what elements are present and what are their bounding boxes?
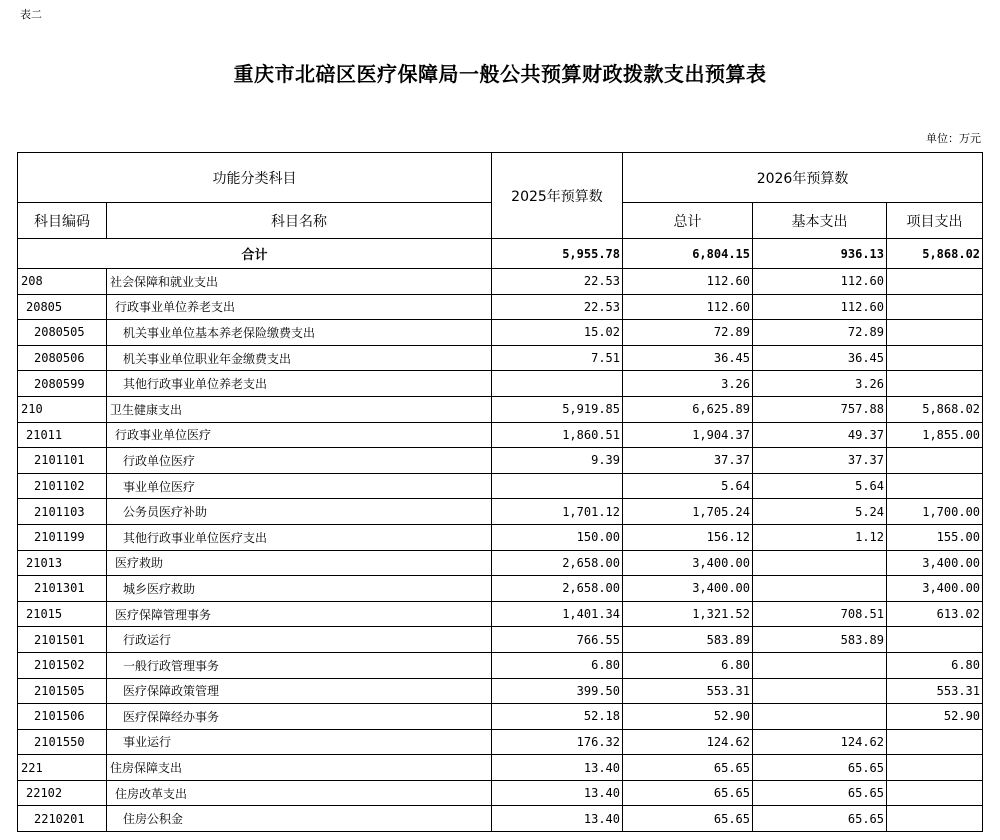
table-row [18, 294, 983, 320]
header-budget-2025: 2025年预算数 [492, 153, 623, 239]
budget-2026-total-cell: 65.65 [623, 780, 753, 806]
budget-2026-project-cell [887, 780, 983, 806]
budget-2026-project-cell [887, 320, 983, 346]
budget-2026-project-cell [887, 473, 983, 499]
budget-2025-cell: 150.00 [492, 524, 623, 550]
budget-2026-total-cell: 65.65 [623, 755, 753, 781]
budget-2026-total-cell: 3,400.00 [623, 550, 753, 576]
budget-2026-basic-cell: 583.89 [753, 627, 887, 653]
header-total: 总计 [623, 203, 753, 239]
budget-2025-cell: 1,860.51 [492, 422, 623, 448]
table-row [18, 550, 983, 576]
budget-2026-project-cell: 613.02 [887, 601, 983, 627]
name-cell: 社会保障和就业支出 [107, 269, 492, 295]
budget-2026-project-cell: 1,855.00 [887, 422, 983, 448]
budget-2026-project-cell [887, 755, 983, 781]
code-cell: 2101501 [18, 627, 107, 653]
name-cell: 一般行政管理事务 [107, 652, 492, 678]
budget-2026-project-cell: 3,400.00 [887, 550, 983, 576]
budget-2026-project-cell: 5,868.02 [887, 396, 983, 422]
code-cell: 2080505 [18, 320, 107, 346]
table-row [18, 755, 983, 781]
table-row [18, 524, 983, 550]
name-cell: 行政事业单位养老支出 [107, 294, 492, 320]
budget-2026-basic-cell [753, 652, 887, 678]
header-code: 科目编码 [18, 203, 107, 239]
budget-2026-basic-cell [753, 550, 887, 576]
name-cell: 机关事业单位基本养老保险缴费支出 [107, 320, 492, 346]
budget-2025-cell [492, 473, 623, 499]
total-budget-2025: 5,955.78 [492, 239, 623, 269]
budget-2025-cell: 7.51 [492, 345, 623, 371]
budget-2026-basic-cell: 5.24 [753, 499, 887, 525]
name-cell: 行政运行 [107, 627, 492, 653]
budget-2026-total-cell: 112.60 [623, 294, 753, 320]
total-row [18, 239, 983, 269]
name-cell: 医疗救助 [107, 550, 492, 576]
table-row [18, 345, 983, 371]
name-cell: 住房公积金 [107, 806, 492, 832]
header-name: 科目名称 [107, 203, 492, 239]
total-budget-2026-project: 5,868.02 [887, 239, 983, 269]
budget-2025-cell: 176.32 [492, 729, 623, 755]
budget-2026-basic-cell [753, 576, 887, 602]
budget-2026-basic-cell: 65.65 [753, 755, 887, 781]
code-cell: 2101502 [18, 652, 107, 678]
budget-2025-cell: 9.39 [492, 448, 623, 474]
budget-2026-project-cell: 1,700.00 [887, 499, 983, 525]
budget-2026-basic-cell: 112.60 [753, 294, 887, 320]
name-cell: 公务员医疗补助 [107, 499, 492, 525]
code-cell: 2080599 [18, 371, 107, 397]
header-budget-2026: 2026年预算数 [623, 153, 983, 203]
budget-2025-cell: 15.02 [492, 320, 623, 346]
budget-2026-basic-cell: 708.51 [753, 601, 887, 627]
code-cell: 2101550 [18, 729, 107, 755]
header-basic: 基本支出 [753, 203, 887, 239]
name-cell: 住房改革支出 [107, 780, 492, 806]
table-row [18, 780, 983, 806]
budget-2026-total-cell: 124.62 [623, 729, 753, 755]
name-cell: 医疗保障政策管理 [107, 678, 492, 704]
name-cell: 行政事业单位医疗 [107, 422, 492, 448]
header-func-class: 功能分类科目 [18, 153, 492, 203]
budget-2026-total-cell: 3.26 [623, 371, 753, 397]
code-cell: 2210201 [18, 806, 107, 832]
table-row [18, 652, 983, 678]
budget-2026-basic-cell: 112.60 [753, 269, 887, 295]
budget-2026-total-cell: 1,904.37 [623, 422, 753, 448]
table-row [18, 269, 983, 295]
name-cell: 城乡医疗救助 [107, 576, 492, 602]
table-label: 表二 [20, 8, 42, 21]
table-row [18, 704, 983, 730]
name-cell: 事业运行 [107, 729, 492, 755]
budget-2026-basic-cell: 37.37 [753, 448, 887, 474]
budget-2025-cell: 1,701.12 [492, 499, 623, 525]
name-cell: 行政单位医疗 [107, 448, 492, 474]
budget-2025-cell: 13.40 [492, 806, 623, 832]
name-cell: 医疗保障管理事务 [107, 601, 492, 627]
table-row [18, 371, 983, 397]
table-row [18, 499, 983, 525]
budget-2026-project-cell [887, 345, 983, 371]
budget-2025-cell: 6.80 [492, 652, 623, 678]
budget-2026-basic-cell: 757.88 [753, 396, 887, 422]
total-budget-2026-basic: 936.13 [753, 239, 887, 269]
budget-2026-total-cell: 3,400.00 [623, 576, 753, 602]
name-cell: 住房保障支出 [107, 755, 492, 781]
budget-2025-cell [492, 371, 623, 397]
budget-2026-total-cell: 65.65 [623, 806, 753, 832]
header-project: 项目支出 [887, 203, 983, 239]
budget-2025-cell: 13.40 [492, 755, 623, 781]
table-row [18, 422, 983, 448]
budget-2026-total-cell: 1,321.52 [623, 601, 753, 627]
budget-2026-project-cell: 155.00 [887, 524, 983, 550]
budget-2026-project-cell [887, 269, 983, 295]
code-cell: 2101506 [18, 704, 107, 730]
budget-2026-project-cell [887, 448, 983, 474]
budget-2026-project-cell [887, 371, 983, 397]
budget-2026-project-cell [887, 806, 983, 832]
budget-2025-cell: 399.50 [492, 678, 623, 704]
budget-2026-project-cell: 6.80 [887, 652, 983, 678]
budget-2026-total-cell: 553.31 [623, 678, 753, 704]
budget-2025-cell: 13.40 [492, 780, 623, 806]
code-cell: 2101505 [18, 678, 107, 704]
budget-2026-total-cell: 112.60 [623, 269, 753, 295]
code-cell: 2101101 [18, 448, 107, 474]
code-cell: 2101199 [18, 524, 107, 550]
budget-2026-total-cell: 156.12 [623, 524, 753, 550]
budget-2025-cell: 52.18 [492, 704, 623, 730]
table-row [18, 473, 983, 499]
budget-2026-basic-cell: 3.26 [753, 371, 887, 397]
code-cell: 21015 [18, 601, 107, 627]
budget-2026-total-cell: 1,705.24 [623, 499, 753, 525]
name-cell: 卫生健康支出 [107, 396, 492, 422]
budget-2025-cell: 5,919.85 [492, 396, 623, 422]
budget-2026-project-cell: 3,400.00 [887, 576, 983, 602]
budget-2026-basic-cell: 65.65 [753, 806, 887, 832]
name-cell: 事业单位医疗 [107, 473, 492, 499]
code-cell: 21011 [18, 422, 107, 448]
budget-2026-total-cell: 37.37 [623, 448, 753, 474]
unit-label: 单位：万元 [926, 132, 981, 145]
table-row [18, 678, 983, 704]
budget-2026-project-cell [887, 627, 983, 653]
budget-2026-basic-cell: 5.64 [753, 473, 887, 499]
table-row [18, 448, 983, 474]
budget-table [17, 152, 983, 832]
total-budget-2026-total: 6,804.15 [623, 239, 753, 269]
table-row [18, 320, 983, 346]
budget-2026-total-cell: 583.89 [623, 627, 753, 653]
budget-2026-basic-cell: 65.65 [753, 780, 887, 806]
name-cell: 医疗保障经办事务 [107, 704, 492, 730]
table-row [18, 396, 983, 422]
budget-2025-cell: 1,401.34 [492, 601, 623, 627]
table-row [18, 729, 983, 755]
code-cell: 221 [18, 755, 107, 781]
budget-2025-cell: 2,658.00 [492, 550, 623, 576]
name-cell: 其他行政事业单位养老支出 [107, 371, 492, 397]
budget-2026-total-cell: 5.64 [623, 473, 753, 499]
budget-2026-total-cell: 52.90 [623, 704, 753, 730]
budget-2026-basic-cell: 36.45 [753, 345, 887, 371]
budget-2026-total-cell: 36.45 [623, 345, 753, 371]
budget-2026-basic-cell [753, 678, 887, 704]
budget-2026-project-cell [887, 729, 983, 755]
table-row [18, 601, 983, 627]
table-row [18, 806, 983, 832]
code-cell: 22102 [18, 780, 107, 806]
code-cell: 20805 [18, 294, 107, 320]
code-cell: 21013 [18, 550, 107, 576]
table-row [18, 627, 983, 653]
code-cell: 208 [18, 269, 107, 295]
name-cell: 机关事业单位职业年金缴费支出 [107, 345, 492, 371]
budget-2026-basic-cell: 124.62 [753, 729, 887, 755]
budget-2025-cell: 766.55 [492, 627, 623, 653]
table-row [18, 576, 983, 602]
budget-2026-project-cell: 553.31 [887, 678, 983, 704]
budget-2026-project-cell [887, 294, 983, 320]
budget-2025-cell: 22.53 [492, 294, 623, 320]
budget-2026-total-cell: 6,625.89 [623, 396, 753, 422]
budget-2025-cell: 22.53 [492, 269, 623, 295]
table-body [18, 239, 983, 832]
code-cell: 2080506 [18, 345, 107, 371]
budget-2026-basic-cell: 1.12 [753, 524, 887, 550]
budget-2026-basic-cell [753, 704, 887, 730]
code-cell: 2101103 [18, 499, 107, 525]
budget-2025-cell: 2,658.00 [492, 576, 623, 602]
budget-2026-basic-cell: 72.89 [753, 320, 887, 346]
code-cell: 2101102 [18, 473, 107, 499]
total-label: 合计 [18, 239, 492, 269]
page-title: 重庆市北碚区医疗保障局一般公共预算财政拨款支出预算表 [233, 62, 767, 86]
code-cell: 2101301 [18, 576, 107, 602]
budget-2026-total-cell: 72.89 [623, 320, 753, 346]
budget-2026-total-cell: 6.80 [623, 652, 753, 678]
budget-2026-basic-cell: 49.37 [753, 422, 887, 448]
name-cell: 其他行政事业单位医疗支出 [107, 524, 492, 550]
budget-2026-project-cell: 52.90 [887, 704, 983, 730]
code-cell: 210 [18, 396, 107, 422]
